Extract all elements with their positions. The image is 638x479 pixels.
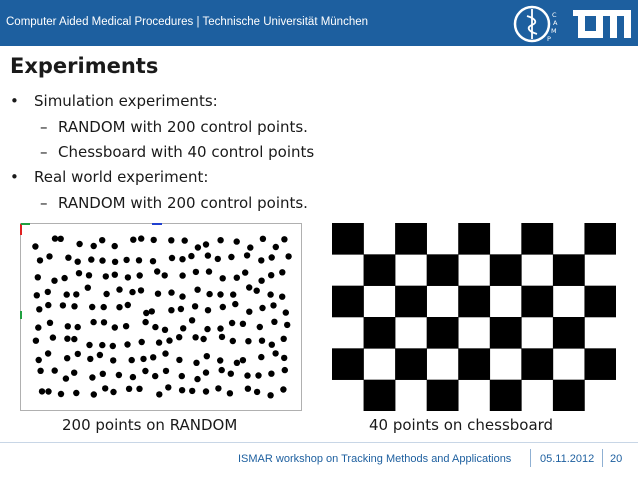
control-point — [284, 322, 290, 328]
control-point — [195, 244, 201, 250]
random-caption: 200 points on RANDOM — [62, 416, 238, 434]
control-point — [200, 336, 206, 342]
control-point — [71, 336, 77, 342]
control-point — [65, 255, 71, 261]
control-point — [129, 289, 135, 295]
footer-separator — [530, 449, 531, 467]
control-point — [45, 350, 51, 356]
control-point — [230, 291, 236, 297]
chessboard-image — [332, 223, 616, 411]
control-point — [244, 372, 250, 378]
control-point — [91, 243, 97, 249]
control-point — [279, 294, 285, 300]
control-point — [89, 374, 95, 380]
control-point — [149, 308, 155, 314]
sub-bullet-text: RANDOM with 200 control points. — [58, 194, 308, 212]
bullet-text: Simulation experiments: — [34, 92, 218, 110]
sub-bullet-glyph: – — [40, 194, 48, 212]
control-point — [259, 305, 265, 311]
chess-square — [395, 286, 427, 318]
control-point — [110, 357, 116, 363]
control-point — [112, 272, 118, 278]
chess-square — [490, 380, 522, 411]
control-point — [163, 368, 169, 374]
control-point — [156, 339, 162, 345]
control-point — [162, 350, 168, 356]
chess-square — [364, 254, 396, 286]
sub-bullet-item — [40, 143, 314, 161]
control-point — [281, 236, 287, 242]
sub-bullet-item — [40, 194, 308, 212]
control-point — [228, 254, 234, 260]
control-point — [85, 285, 91, 291]
control-point — [112, 243, 118, 249]
control-point — [258, 354, 264, 360]
control-point — [101, 304, 107, 310]
chess-square — [332, 223, 364, 255]
control-point — [35, 324, 41, 330]
control-point — [246, 309, 252, 315]
control-point — [76, 270, 82, 276]
control-point — [71, 303, 77, 309]
control-point — [139, 339, 145, 345]
control-point — [150, 258, 156, 264]
chess-square — [521, 348, 553, 380]
control-point — [155, 291, 161, 297]
control-point — [86, 272, 92, 278]
control-point — [45, 302, 51, 308]
random-image-frame — [21, 224, 302, 411]
chess-square — [458, 348, 490, 380]
bullet-glyph: • — [10, 168, 19, 186]
control-point — [229, 320, 235, 326]
sub-bullet-text: Chessboard with 40 control points — [58, 143, 315, 161]
control-point — [138, 287, 144, 293]
control-point — [116, 372, 122, 378]
control-point — [165, 384, 171, 390]
footer-separator — [602, 449, 603, 467]
chess-square — [584, 223, 616, 255]
chess-square — [490, 317, 522, 349]
control-point — [130, 237, 136, 243]
camp-letter: A — [553, 19, 558, 27]
control-point — [267, 291, 273, 297]
control-point — [150, 354, 156, 360]
chess-square — [521, 286, 553, 318]
control-point — [267, 392, 273, 398]
control-point — [168, 289, 174, 295]
chess-square — [332, 348, 364, 380]
control-point — [58, 391, 64, 397]
control-point — [234, 238, 240, 244]
control-point — [100, 371, 106, 377]
control-point — [51, 278, 57, 284]
control-point — [126, 386, 132, 392]
control-point — [151, 237, 157, 243]
control-point — [91, 391, 97, 397]
control-point — [58, 236, 64, 242]
control-point — [35, 274, 41, 280]
control-point — [152, 373, 158, 379]
control-point — [217, 237, 223, 243]
control-point — [280, 386, 286, 392]
control-point — [75, 324, 81, 330]
control-point — [205, 307, 211, 313]
chess-square — [584, 286, 616, 318]
camp-letter: P — [547, 35, 551, 43]
chessboard-caption: 40 points on chessboard — [369, 416, 554, 434]
control-point — [162, 272, 168, 278]
control-point — [259, 338, 265, 344]
control-point — [245, 386, 251, 392]
control-point — [125, 302, 131, 308]
control-point — [269, 342, 275, 348]
control-point — [124, 341, 130, 347]
control-point — [64, 355, 70, 361]
control-point — [234, 275, 240, 281]
control-point — [140, 356, 146, 362]
control-point — [203, 388, 209, 394]
control-point — [65, 323, 71, 329]
chess-square — [364, 317, 396, 349]
page-number: 20 — [610, 453, 623, 465]
chess-square — [427, 317, 459, 349]
control-point — [36, 306, 42, 312]
control-point — [169, 255, 175, 261]
control-point — [279, 269, 285, 275]
control-point — [258, 257, 264, 263]
control-point — [50, 334, 56, 340]
control-point — [206, 291, 212, 297]
control-point — [270, 302, 276, 308]
control-point — [268, 272, 274, 278]
bullet-glyph: • — [10, 92, 19, 110]
control-point — [240, 357, 246, 363]
control-point — [166, 337, 172, 343]
control-point — [254, 389, 260, 395]
control-point — [193, 269, 199, 275]
control-point — [193, 360, 199, 366]
camp-letter: C — [552, 11, 557, 19]
control-point — [281, 355, 287, 361]
control-point — [123, 257, 129, 263]
control-point — [60, 302, 66, 308]
chess-square — [458, 286, 490, 318]
control-point — [125, 274, 131, 280]
control-point — [101, 319, 107, 325]
control-point — [168, 237, 174, 243]
control-point — [260, 236, 266, 242]
bullet-item — [10, 168, 208, 186]
control-point — [37, 257, 43, 263]
chess-square — [490, 254, 522, 286]
chess-square — [553, 380, 585, 411]
footer-divider — [0, 442, 638, 443]
control-point — [90, 319, 96, 325]
control-point — [285, 253, 291, 259]
control-point — [258, 278, 264, 284]
control-point — [204, 353, 210, 359]
control-point — [219, 334, 225, 340]
control-point — [206, 268, 212, 274]
control-point — [194, 376, 200, 382]
control-point — [242, 269, 248, 275]
control-point — [240, 321, 246, 327]
control-point — [36, 357, 42, 363]
control-point — [89, 304, 95, 310]
control-point — [283, 309, 289, 315]
control-point — [123, 323, 129, 329]
control-point — [179, 387, 185, 393]
control-point — [257, 324, 263, 330]
random-points-image — [20, 223, 302, 411]
chess-square — [395, 348, 427, 380]
control-point — [39, 388, 45, 394]
control-point — [71, 370, 77, 376]
control-point — [47, 320, 53, 326]
chess-square — [553, 317, 585, 349]
control-point — [189, 388, 195, 394]
control-point — [220, 275, 226, 281]
control-point — [192, 303, 198, 309]
control-point — [46, 253, 52, 259]
chess-square — [521, 223, 553, 255]
control-point — [52, 367, 58, 373]
control-point — [136, 386, 142, 392]
control-point — [52, 235, 58, 241]
sub-bullet-glyph: – — [40, 143, 48, 161]
control-point — [203, 369, 209, 375]
control-point — [129, 357, 135, 363]
control-point — [33, 338, 39, 344]
slide-title: Experiments — [10, 54, 159, 78]
control-point — [230, 338, 236, 344]
control-point — [152, 324, 158, 330]
tum-logo-icon — [573, 10, 631, 38]
control-point — [194, 287, 200, 293]
control-point — [188, 253, 194, 259]
control-point — [271, 319, 277, 325]
chess-square — [584, 348, 616, 380]
control-point — [143, 310, 149, 316]
institution-name: Computer Aided Medical Procedures | Technische Universität München — [6, 16, 369, 28]
control-point — [180, 325, 186, 331]
bullet-text: Real world experiment: — [34, 168, 209, 186]
control-point — [103, 291, 109, 297]
control-point — [179, 272, 185, 278]
footer-event: ISMAR workshop on Tracking Methods and Applications — [238, 453, 512, 465]
control-point — [217, 291, 223, 297]
control-point — [103, 273, 109, 279]
chess-square — [395, 223, 427, 255]
control-point — [34, 292, 40, 298]
control-point — [37, 368, 43, 374]
control-point — [76, 241, 82, 247]
control-point — [273, 244, 279, 250]
control-point — [203, 241, 209, 247]
chess-square — [427, 380, 459, 411]
header-bar — [0, 0, 638, 46]
control-point — [75, 351, 81, 357]
control-point — [227, 390, 233, 396]
sub-bullet-glyph: – — [40, 118, 48, 136]
control-point — [178, 306, 184, 312]
control-point — [87, 356, 93, 362]
chess-square — [364, 380, 396, 411]
control-point — [168, 307, 174, 313]
control-point — [255, 372, 261, 378]
control-point — [45, 388, 51, 394]
control-point — [138, 235, 144, 241]
sub-bullet-text: RANDOM with 200 control points. — [58, 118, 308, 136]
control-point — [99, 342, 105, 348]
control-point — [112, 324, 118, 330]
chess-square — [553, 254, 585, 286]
control-point — [282, 367, 288, 373]
control-point — [247, 244, 253, 250]
control-point — [116, 304, 122, 310]
control-point — [136, 257, 142, 263]
control-point — [73, 390, 79, 396]
control-point — [112, 259, 118, 265]
control-point — [228, 371, 234, 377]
control-point — [205, 252, 211, 258]
control-point — [281, 336, 287, 342]
camp-letter: M — [551, 27, 557, 35]
control-point — [189, 317, 195, 323]
control-point — [156, 391, 162, 397]
control-point — [154, 268, 160, 274]
sub-bullet-item — [40, 118, 308, 136]
control-point — [97, 352, 103, 358]
control-point — [254, 288, 260, 294]
control-point — [130, 374, 136, 380]
control-point — [269, 254, 275, 260]
control-point — [179, 256, 185, 262]
control-point — [179, 293, 185, 299]
control-point — [217, 325, 223, 331]
control-point — [182, 237, 188, 243]
control-point — [192, 334, 198, 340]
control-point — [116, 286, 122, 292]
control-point — [246, 284, 252, 290]
camp-logo-icon — [510, 2, 560, 46]
control-point — [99, 257, 105, 263]
control-point — [86, 342, 92, 348]
control-point — [217, 357, 223, 363]
control-point — [64, 291, 70, 297]
control-point — [110, 343, 116, 349]
control-point — [99, 237, 105, 243]
control-point — [102, 385, 108, 391]
control-point — [220, 304, 226, 310]
control-point — [232, 301, 238, 307]
control-point — [75, 259, 81, 265]
control-point — [142, 319, 148, 325]
chess-square — [427, 254, 459, 286]
control-point — [73, 291, 79, 297]
control-point — [179, 373, 185, 379]
control-point — [215, 256, 221, 262]
control-point — [61, 275, 67, 281]
control-point — [142, 368, 148, 374]
control-point — [110, 389, 116, 395]
control-point — [63, 375, 69, 381]
chess-square — [332, 286, 364, 318]
control-point — [137, 272, 143, 278]
control-point — [45, 289, 51, 295]
control-point — [64, 336, 70, 342]
control-point — [32, 243, 38, 249]
footer-date: 05.11.2012 — [540, 453, 595, 465]
control-point — [176, 334, 182, 340]
control-point — [244, 252, 250, 258]
control-point — [272, 350, 278, 356]
control-point — [88, 256, 94, 262]
control-point — [215, 385, 221, 391]
control-point — [245, 338, 251, 344]
control-point — [176, 357, 182, 363]
control-point — [234, 360, 240, 366]
control-point — [162, 327, 168, 333]
chess-square — [458, 223, 490, 255]
bullet-item — [10, 92, 218, 110]
control-point — [219, 367, 225, 373]
control-point — [204, 326, 210, 332]
control-point — [268, 371, 274, 377]
